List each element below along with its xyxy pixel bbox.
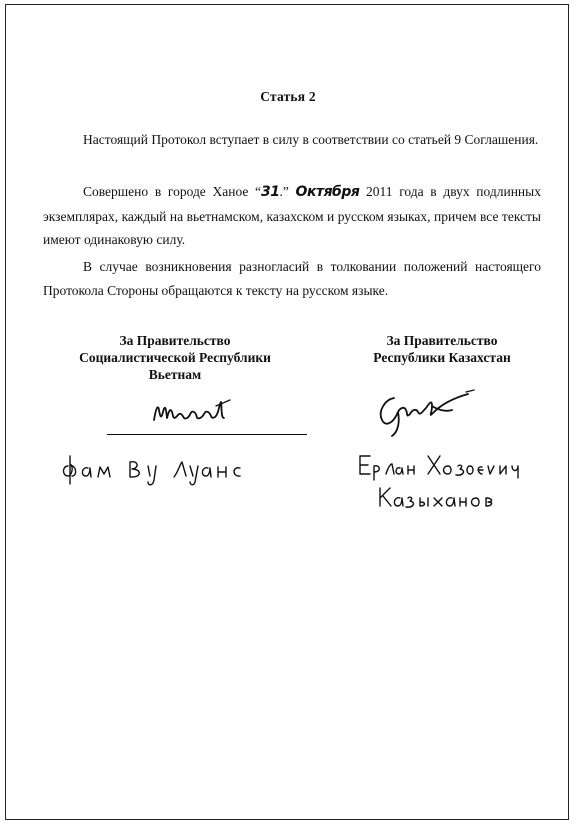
signatory-heading-vietnam xyxy=(55,332,295,383)
handwritten-date-day: 31 xyxy=(261,184,280,200)
article-title: Статья 2 xyxy=(260,89,316,104)
paragraph-entry-into-force xyxy=(43,128,541,152)
date-separator: .” xyxy=(279,184,296,199)
paragraph-text: Настоящий Протокол вступает в силу в соответствии со статьей 9 Соглашения. xyxy=(83,132,539,147)
paragraph-text: В случае возникновения разногласий в толковании положений настоящего Протокола Стороны обращаются к тексту на русском языке. xyxy=(43,259,541,298)
signature-kazakhstan xyxy=(372,388,502,438)
paragraph-done-at xyxy=(43,180,541,252)
signatory-line: Вьетнам xyxy=(148,367,202,382)
handwritten-name-vietnam xyxy=(62,452,252,488)
handwritten-date-month: Октября xyxy=(295,184,360,200)
paragraph-disputes xyxy=(43,255,541,302)
signatory-line: Социалистической Республики xyxy=(79,350,271,365)
paragraph-text: 2011 года в двух подлинных экземплярах, каждый на вьетнамском, казахском и русском языках, причем все тексты имеют одинаковую силу. xyxy=(43,184,541,247)
signature-vietnam xyxy=(150,398,240,428)
signature-line xyxy=(107,434,307,435)
signatory-line: За Правительство xyxy=(119,333,231,348)
paragraph-text: Совершено в городе Ханое “ xyxy=(83,184,262,199)
signatory-heading-kazakhstan xyxy=(342,332,542,366)
signatory-line: Республики Казахстан xyxy=(373,350,511,365)
handwritten-name-kazakhstan xyxy=(356,448,556,528)
signatory-line: За Правительство xyxy=(386,333,498,348)
